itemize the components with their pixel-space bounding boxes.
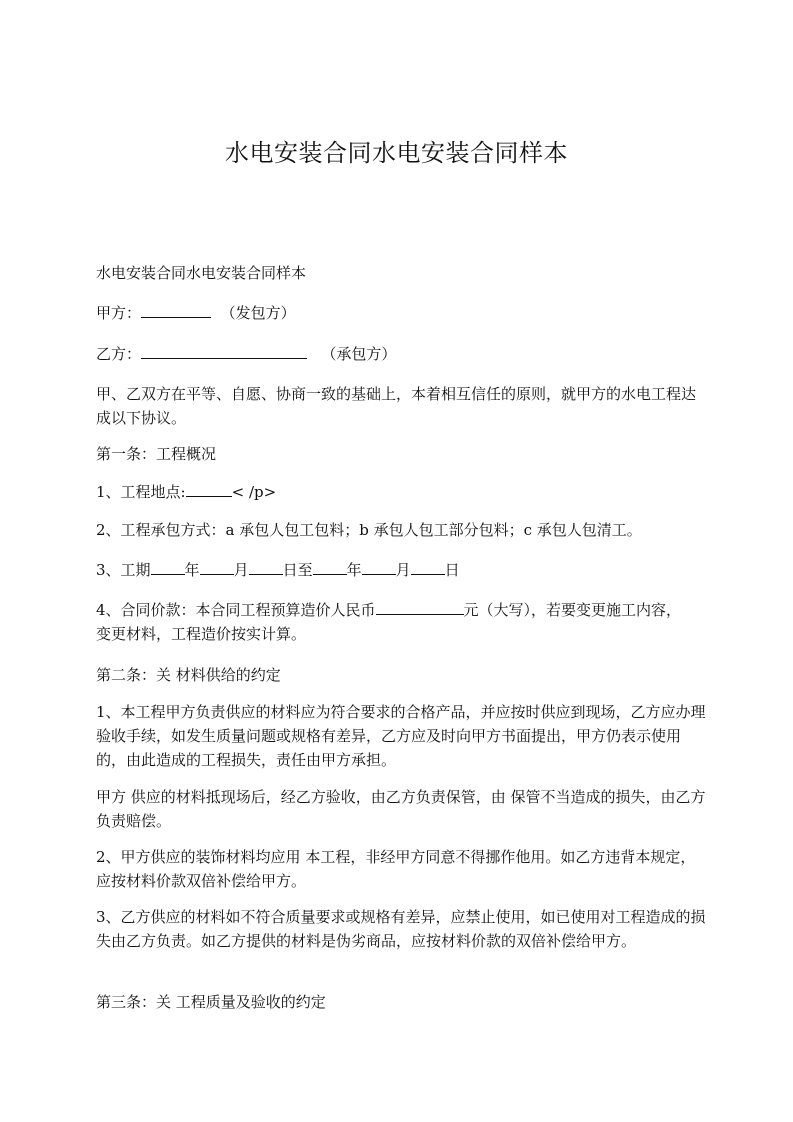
day-to-label: 日至: [282, 561, 313, 579]
document-title: 水电安装合同水电安装合同样本: [225, 139, 568, 167]
month-label: 月: [233, 561, 249, 579]
party-a-note: （发包方）: [220, 304, 296, 322]
article1-item1: [96, 480, 706, 504]
price-suffix: 元（大写），若要变更施工内容，: [463, 601, 682, 619]
party-a-line: [96, 301, 706, 325]
article2-paragraph: 甲方 供应的材料抵现场后，经乙方验收，由乙方负责保管，由 保管不当造成的损失，由乙方负责赔偿。: [96, 788, 706, 830]
article1-item3: [96, 558, 706, 582]
party-b-label: 乙方：: [96, 345, 142, 363]
blank: [362, 558, 396, 575]
article1-item4-line2: 变更材料，工程造价按实计算。: [96, 625, 307, 643]
blank: [313, 558, 347, 575]
year-label: 年: [184, 561, 200, 579]
party-b-line: [96, 342, 706, 366]
blank: [200, 558, 234, 575]
location-label: 1、工程地点:: [96, 483, 186, 501]
document-subtitle: 水电安装合同水电安装合同样本: [96, 264, 307, 282]
period-label: 3、工期: [96, 561, 151, 579]
article1-heading: 第一条：工程概况: [96, 445, 217, 463]
blank: [249, 558, 283, 575]
article2-item2: 2、甲方供应的装饰材料均应用 本工程，非经甲方同意不得挪作他用。如乙方违背本规定，应按材料价款双倍补偿给甲方。: [96, 848, 696, 890]
party-b-blank: [141, 342, 307, 359]
party-b-note: （承包方）: [321, 345, 397, 363]
article3-heading: 第三条：关 工程质量及验收的约定: [96, 993, 326, 1011]
blank: [151, 558, 185, 575]
intro-paragraph: 甲、乙双方在平等、自愿、协商一致的基础上，本着相互信任的原则，就甲方的水电工程达成以下协议。: [96, 385, 697, 427]
year-label: 年: [346, 561, 362, 579]
article1-item2: 2、工程承包方式：a 承包人包工包料；b 承包人包工部分包料；c 承包人包清工。: [96, 521, 642, 539]
location-blank: [186, 480, 232, 497]
blank: [411, 558, 445, 575]
article2-heading: 第二条：关 材料供给的约定: [96, 666, 281, 684]
price-label: 4、合同价款：本合同工程预算造价人民币: [96, 601, 376, 619]
price-blank: [376, 598, 464, 615]
party-a-label: 甲方：: [96, 304, 142, 322]
party-a-blank: [141, 301, 211, 318]
month-label: 月: [395, 561, 411, 579]
article2-item3: 3、乙方供应的材料如不符合质量要求或规格有差异，应禁止使用，如已使用对工程造成的损失由乙方负责。如乙方提供的材料是伪劣商品，应按材料价款的双倍补偿给甲方。: [96, 908, 706, 950]
article1-item4: [96, 598, 706, 622]
location-suffix: < /p>: [231, 483, 277, 501]
day-label: 日: [444, 561, 460, 579]
article2-item1: 1、本工程甲方负责供应的材料应为符合要求的合格产品，并应按时供应到现场，乙方应办理验收手续，如发生质量问题或规格有差异，乙方应及时向甲方书面提出，甲方仍表示使用的，由此造成的工程损失，责任由甲方承担。: [96, 703, 706, 769]
